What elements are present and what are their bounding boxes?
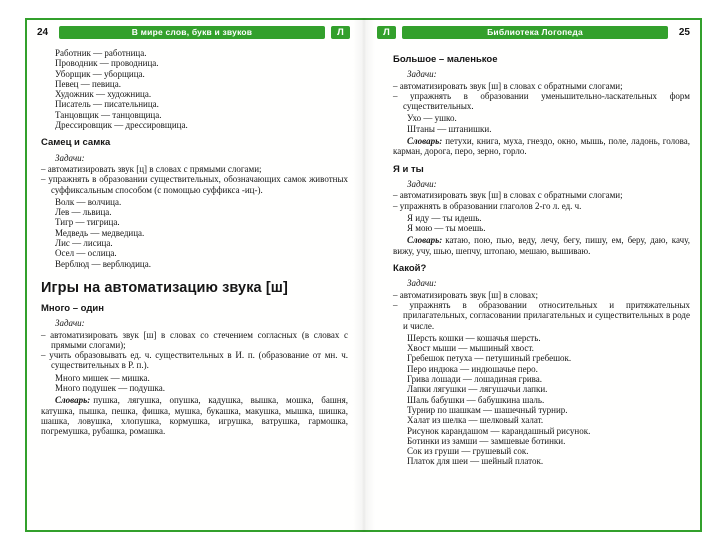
section-heading: Я и ты xyxy=(393,163,424,175)
word-pair-line: Работник — работница. xyxy=(55,48,147,58)
vocabulary-words: пушка, лягушка, опушка, кадушка, вышка, мошка, башня, катушка, пышка, пешка, фишка, мушка, букашка, макушка, мышка, шишка, шашка, ловушка, хлопушка, кормушка, игрушка, ватрушка, гармошка, погремушка, рубашка, ромашка. xyxy=(41,395,348,437)
tasks-list xyxy=(41,164,348,195)
tasks-label: Задачи: xyxy=(55,318,85,329)
word-pair-line: Гребешок петуха — петушиный гребешок. xyxy=(407,353,572,364)
word-pair-line: Уборщик — уборщица. xyxy=(55,68,145,79)
task-item: – автоматизировать звук [ш] в словах с обратными слогами; xyxy=(393,81,690,91)
vocabulary-paragraph xyxy=(393,235,690,256)
word-pair-group xyxy=(41,373,348,394)
task-item: – упражнять в образовании относительных и притяжательных прилагательных, согласовании прилагательных и существительных в роде и числе. xyxy=(393,300,690,331)
word-pair-line: Лев — львица. xyxy=(55,207,112,218)
page-header-right xyxy=(377,25,690,40)
page-header-left xyxy=(37,25,350,40)
tasks-label: Задачи: xyxy=(407,278,437,289)
word-pair-line: Халат из шелка — шелковый халат. xyxy=(407,415,544,426)
page-content-left xyxy=(37,45,350,437)
word-pair-line: Художник — художница. xyxy=(55,89,152,100)
tasks-label: Задачи: xyxy=(407,178,437,189)
page-right xyxy=(367,20,700,530)
word-pair-group xyxy=(41,197,348,269)
word-pair-line: Штаны — штанишки. xyxy=(407,123,492,134)
task-item: – автоматизировать звук [ш] в словах со стечением согласных (в словах с прямыми слогами); xyxy=(41,330,348,351)
task-item: – упражнять в образовании существительных, обозначающих самок животных суффиксальным способом (с помощью суффикса -иц-). xyxy=(41,174,348,195)
word-pair-line: Верблюд — верблюдица. xyxy=(55,258,151,269)
task-item: – автоматизировать звук [ц] в словах с прямыми слогами; xyxy=(41,164,348,174)
vocabulary-words: катаю, пою, пью, веду, лечу, бегу, пишу, ем, беру, даю, качу, вижу, учу, шью, шепчу, штопаю, мешаю, вышиваю. xyxy=(393,235,690,256)
tasks-list xyxy=(393,81,690,112)
word-pair-line: Много подушек — подушка. xyxy=(55,383,166,394)
word-pair-line: Лапки лягушки — лягушачьи лапки. xyxy=(407,384,548,395)
word-pair-line: Проводник — проводница. xyxy=(55,58,159,69)
tasks-list xyxy=(41,330,348,371)
word-pair-line: Рисунок карандашом — карандашный рисунок. xyxy=(407,425,591,436)
task-item: – упражнять в образовании глаголов 2-го л. ед. ч. xyxy=(393,201,690,211)
page-number-right: 25 xyxy=(678,27,690,38)
word-pair-line: Осел — ослица. xyxy=(55,248,117,259)
section-heading: Какой? xyxy=(393,263,427,275)
word-pair-line: Дрессировщик — дрессировщица. xyxy=(55,120,188,131)
word-pair-line: Лис — лисица. xyxy=(55,238,113,249)
word-pair-line: Певец — певица. xyxy=(55,78,121,89)
series-logo-right: Л xyxy=(377,26,396,39)
word-pair-line: Ухо — ушко. xyxy=(407,113,457,124)
word-pair-line: Турнир по шашкам — шашечный турнир. xyxy=(407,404,568,415)
vocabulary-words: петухи, книга, муха, гнездо, окно, мышь, поле, ладонь, голова, карман, дорога, перо, зерно, горло. xyxy=(393,136,690,157)
word-pair-group xyxy=(393,213,690,234)
word-pair-line: Медведь — медведица. xyxy=(55,227,145,238)
word-pair-line: Шерсть кошки — кошачья шерсть. xyxy=(407,332,541,343)
chapter-title: Игры на автоматизацию звука [ш] xyxy=(41,279,288,296)
task-item: – автоматизировать звук [ш] в словах; xyxy=(393,290,690,300)
word-pair-group xyxy=(393,333,690,467)
word-pair-line: Хвост мыши — мышиный хвост. xyxy=(407,343,534,354)
tasks-list xyxy=(393,190,690,211)
tasks-list xyxy=(393,290,690,331)
word-pair-line: Шаль бабушки — бабушкина шаль. xyxy=(407,394,545,405)
word-pair-line: Волк — волчица. xyxy=(55,196,122,207)
section-heading: Самец и самка xyxy=(41,137,111,149)
section-heading: Большое – маленькое xyxy=(393,54,498,65)
word-pair-line: Много мишек — мишка. xyxy=(55,372,150,383)
word-pair-line: Писатель — писательница. xyxy=(55,99,159,110)
word-pair-line: Ботинки из замши — замшевые ботинки. xyxy=(407,435,566,446)
page-number-left: 24 xyxy=(37,27,49,38)
running-title-bar-left: В мире слов, букв и звуков xyxy=(59,26,325,39)
word-pair-line: Сок из груши — грушевый сок. xyxy=(407,446,529,457)
page-content-right xyxy=(377,45,690,467)
task-item: – упражнять в образовании уменьшительно-ласкательных форм существительных. xyxy=(393,91,690,112)
section-heading: Много – один xyxy=(41,302,104,314)
vocabulary-paragraph xyxy=(393,136,690,157)
word-pair-line: Перо индюка — индюшачье перо. xyxy=(407,363,538,374)
vocabulary-label: Словарь: xyxy=(407,235,443,246)
tasks-label: Задачи: xyxy=(55,152,85,163)
page-left xyxy=(27,20,360,530)
series-logo-left: Л xyxy=(331,26,350,39)
word-pair-line: Я иду — ты идешь. xyxy=(407,212,482,223)
word-pair-line: Грива лошади — лошадиная грива. xyxy=(407,374,543,385)
task-item: – учить образовывать ед. ч. существительных в И. п. (образование от мн. ч. существительных в Р. п.). xyxy=(41,350,348,371)
running-title-bar-right: Библиотека Логопеда xyxy=(402,26,668,39)
tasks-label: Задачи: xyxy=(407,69,437,80)
word-pair-line: Платок для шеи — шейный платок. xyxy=(407,456,544,467)
word-pair-line: Я мою — ты моешь. xyxy=(407,223,486,234)
task-item: – автоматизировать звук [ш] в словах с обратными слогами; xyxy=(393,190,690,200)
vocabulary-label: Словарь: xyxy=(55,395,91,406)
word-pair-line: Тигр — тигрица. xyxy=(55,217,120,228)
vocabulary-label: Словарь: xyxy=(407,136,443,147)
vocabulary-paragraph xyxy=(41,395,348,436)
word-pair-group xyxy=(393,113,690,134)
word-pair-group xyxy=(41,48,348,130)
word-pair-line: Танцовщик — танцовщица. xyxy=(55,109,162,120)
